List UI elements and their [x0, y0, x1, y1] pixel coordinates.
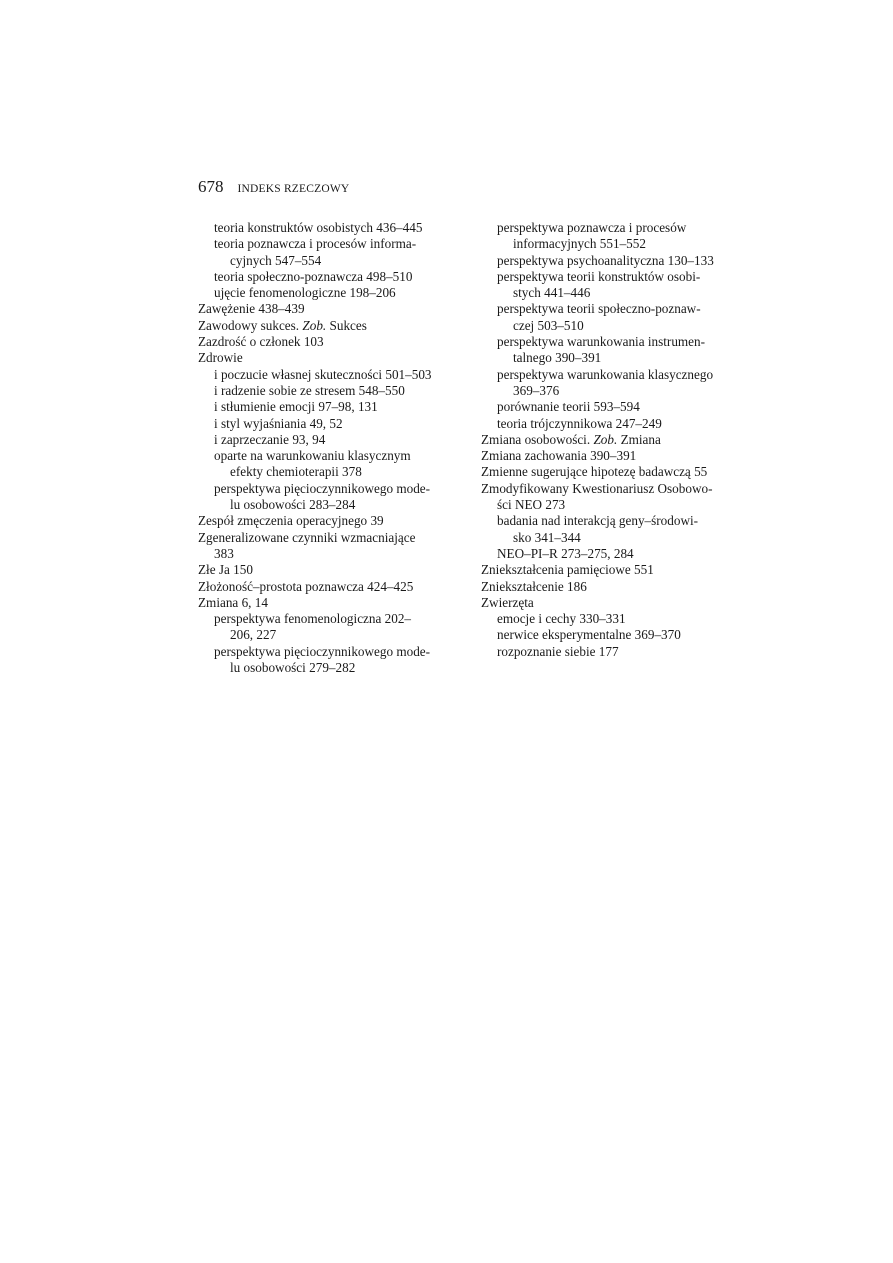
index-text: teoria poznawcza i procesów informa-: [214, 236, 417, 252]
index-subentry: [481, 318, 753, 334]
index-subentry: [198, 416, 473, 432]
index-subentry: [481, 611, 753, 627]
index-text: nerwice eksperymentalne 369–370: [497, 627, 681, 643]
index-text: perspektywa psychoanalityczna 130–133: [497, 252, 714, 268]
index-text: Zazdrość o członek 103: [198, 334, 324, 350]
index-text: Zwierzęta: [481, 594, 534, 610]
index-text: Sukces: [326, 317, 367, 333]
index-text: 383: [214, 545, 234, 561]
index-subentry: [198, 611, 473, 627]
index-subentry: [481, 350, 753, 366]
index-text: emocje i cechy 330–331: [497, 611, 626, 627]
index-subentry: [481, 269, 753, 285]
index-text: oparte na warunkowaniu klasycznym: [214, 448, 411, 464]
index-subentry: [198, 220, 473, 236]
index-subentry: [481, 513, 753, 529]
index-text: NEO–PI–R 273–275, 284: [497, 545, 634, 561]
cross-reference-marker: Zob.: [593, 431, 618, 447]
index-text: porównanie teorii 593–594: [497, 399, 640, 415]
index-subentry: [481, 546, 753, 562]
index-text: i styl wyjaśniania 49, 52: [214, 415, 343, 431]
index-column-left: [198, 220, 473, 676]
index-subentry: [198, 464, 473, 480]
index-subentry: [481, 285, 753, 301]
index-entry: [481, 432, 753, 448]
index-subentry: [481, 627, 753, 643]
index-text: i poczucie własnej skuteczności 501–503: [214, 366, 432, 382]
index-text: Zmienne sugerujące hipotezę badawczą 55: [481, 464, 708, 480]
index-text: lu osobowości 283–284: [230, 497, 356, 513]
index-text: Złożoność–prostota poznawcza 424–425: [198, 578, 414, 594]
index-subentry: [481, 334, 753, 350]
index-entry: [481, 562, 753, 578]
index-text: perspektywa warunkowania klasycznego: [497, 366, 714, 382]
index-text: sko 341–344: [513, 529, 581, 545]
index-text: cyjnych 547–554: [230, 252, 322, 268]
index-subentry: [198, 546, 473, 562]
index-text: Zmiana: [617, 431, 661, 447]
index-subentry: [198, 644, 473, 660]
index-text: Zawężenie 438–439: [198, 301, 305, 317]
index-text: i radzenie sobie ze stresem 548–550: [214, 382, 405, 398]
index-text: stych 441–446: [513, 285, 591, 301]
index-subentry: [198, 399, 473, 415]
index-text: Zmiana osobowości.: [481, 431, 594, 447]
index-subentry: [481, 236, 753, 252]
index-entry: [198, 579, 473, 595]
index-text: 369–376: [513, 382, 560, 398]
index-text: informacyjnych 551–552: [513, 236, 646, 252]
index-subentry: [481, 399, 753, 415]
index-subentry: [481, 416, 753, 432]
index-subentry: [198, 269, 473, 285]
index-text: Zespół zmęczenia operacyjnego 39: [198, 513, 384, 529]
index-subentry: [198, 285, 473, 301]
index-subentry: [481, 220, 753, 236]
running-head: INDEKS RZECZOWY: [237, 183, 350, 195]
index-subentry: [198, 236, 473, 252]
index-subentry: [481, 367, 753, 383]
index-subentry: [481, 644, 753, 660]
index-text: ści NEO 273: [497, 497, 566, 513]
index-text: talnego 390–391: [513, 350, 602, 366]
index-subentry: [198, 367, 473, 383]
index-entry: [198, 530, 473, 546]
index-subentry: [481, 253, 753, 269]
index-entry: [481, 595, 753, 611]
index-text: i zaprzeczanie 93, 94: [214, 431, 326, 447]
index-text: perspektywa fenomenologiczna 202–: [214, 611, 412, 627]
index-entry: [198, 595, 473, 611]
index-subentry: [481, 301, 753, 317]
index-subentry: [198, 253, 473, 269]
page-number: 678: [198, 177, 224, 196]
index-text: Zniekształcenie 186: [481, 578, 587, 594]
index-text: Zgeneralizowane czynniki wzmacniające: [198, 529, 416, 545]
index-text: perspektywa warunkowania instrumen-: [497, 334, 706, 350]
index-text: Zawodowy sukces.: [198, 317, 303, 333]
index-text: badania nad interakcją geny–środowi-: [497, 513, 699, 529]
index-text: teoria trójczynnikowa 247–249: [497, 415, 662, 431]
index-column-right: [481, 220, 753, 660]
index-subentry: [198, 481, 473, 497]
index-text: rozpoznanie siebie 177: [497, 643, 619, 659]
index-text: Zniekształcenia pamięciowe 551: [481, 562, 654, 578]
index-subentry: [481, 497, 753, 513]
index-subentry: [198, 432, 473, 448]
index-entry: [198, 350, 473, 366]
index-subentry: [198, 660, 473, 676]
index-text: Zmodyfikowany Kwestionariusz Osobowo-: [481, 480, 713, 496]
index-text: teoria konstruktów osobistych 436–445: [214, 220, 423, 235]
index-entry: [198, 334, 473, 350]
index-subentry: [198, 383, 473, 399]
cross-reference-marker: Zob.: [302, 317, 327, 333]
index-text: teoria społeczno-poznawcza 498–510: [214, 268, 413, 284]
index-text: Złe Ja 150: [198, 562, 253, 578]
index-entry: [198, 513, 473, 529]
index-text: Zmiana 6, 14: [198, 594, 268, 610]
index-text: czej 503–510: [513, 317, 584, 333]
index-subentry: [481, 530, 753, 546]
index-text: ujęcie fenomenologiczne 198–206: [214, 285, 396, 301]
index-entry: [198, 562, 473, 578]
index-entry: [481, 579, 753, 595]
index-text: perspektywa teorii społeczno-poznaw-: [497, 301, 701, 317]
index-entry: [198, 301, 473, 317]
index-text: 206, 227: [230, 627, 277, 643]
page-header: [198, 177, 349, 197]
index-entry: [198, 318, 473, 334]
index-text: perspektywa pięcioczynnikowego mode-: [214, 480, 431, 496]
index-text: perspektywa poznawcza i procesów: [497, 220, 687, 235]
index-text: i stłumienie emocji 97–98, 131: [214, 399, 378, 415]
index-subentry: [481, 383, 753, 399]
index-text: Zdrowie: [198, 350, 243, 366]
index-entry: [481, 481, 753, 497]
index-subentry: [198, 448, 473, 464]
index-text: perspektywa pięcioczynnikowego mode-: [214, 643, 431, 659]
index-subentry: [198, 627, 473, 643]
index-text: perspektywa teorii konstruktów osobi-: [497, 268, 701, 284]
index-text: efekty chemioterapii 378: [230, 464, 362, 480]
index-text: Zmiana zachowania 390–391: [481, 448, 637, 464]
index-text: lu osobowości 279–282: [230, 660, 356, 676]
index-entry: [481, 464, 753, 480]
index-entry: [481, 448, 753, 464]
index-subentry: [198, 497, 473, 513]
